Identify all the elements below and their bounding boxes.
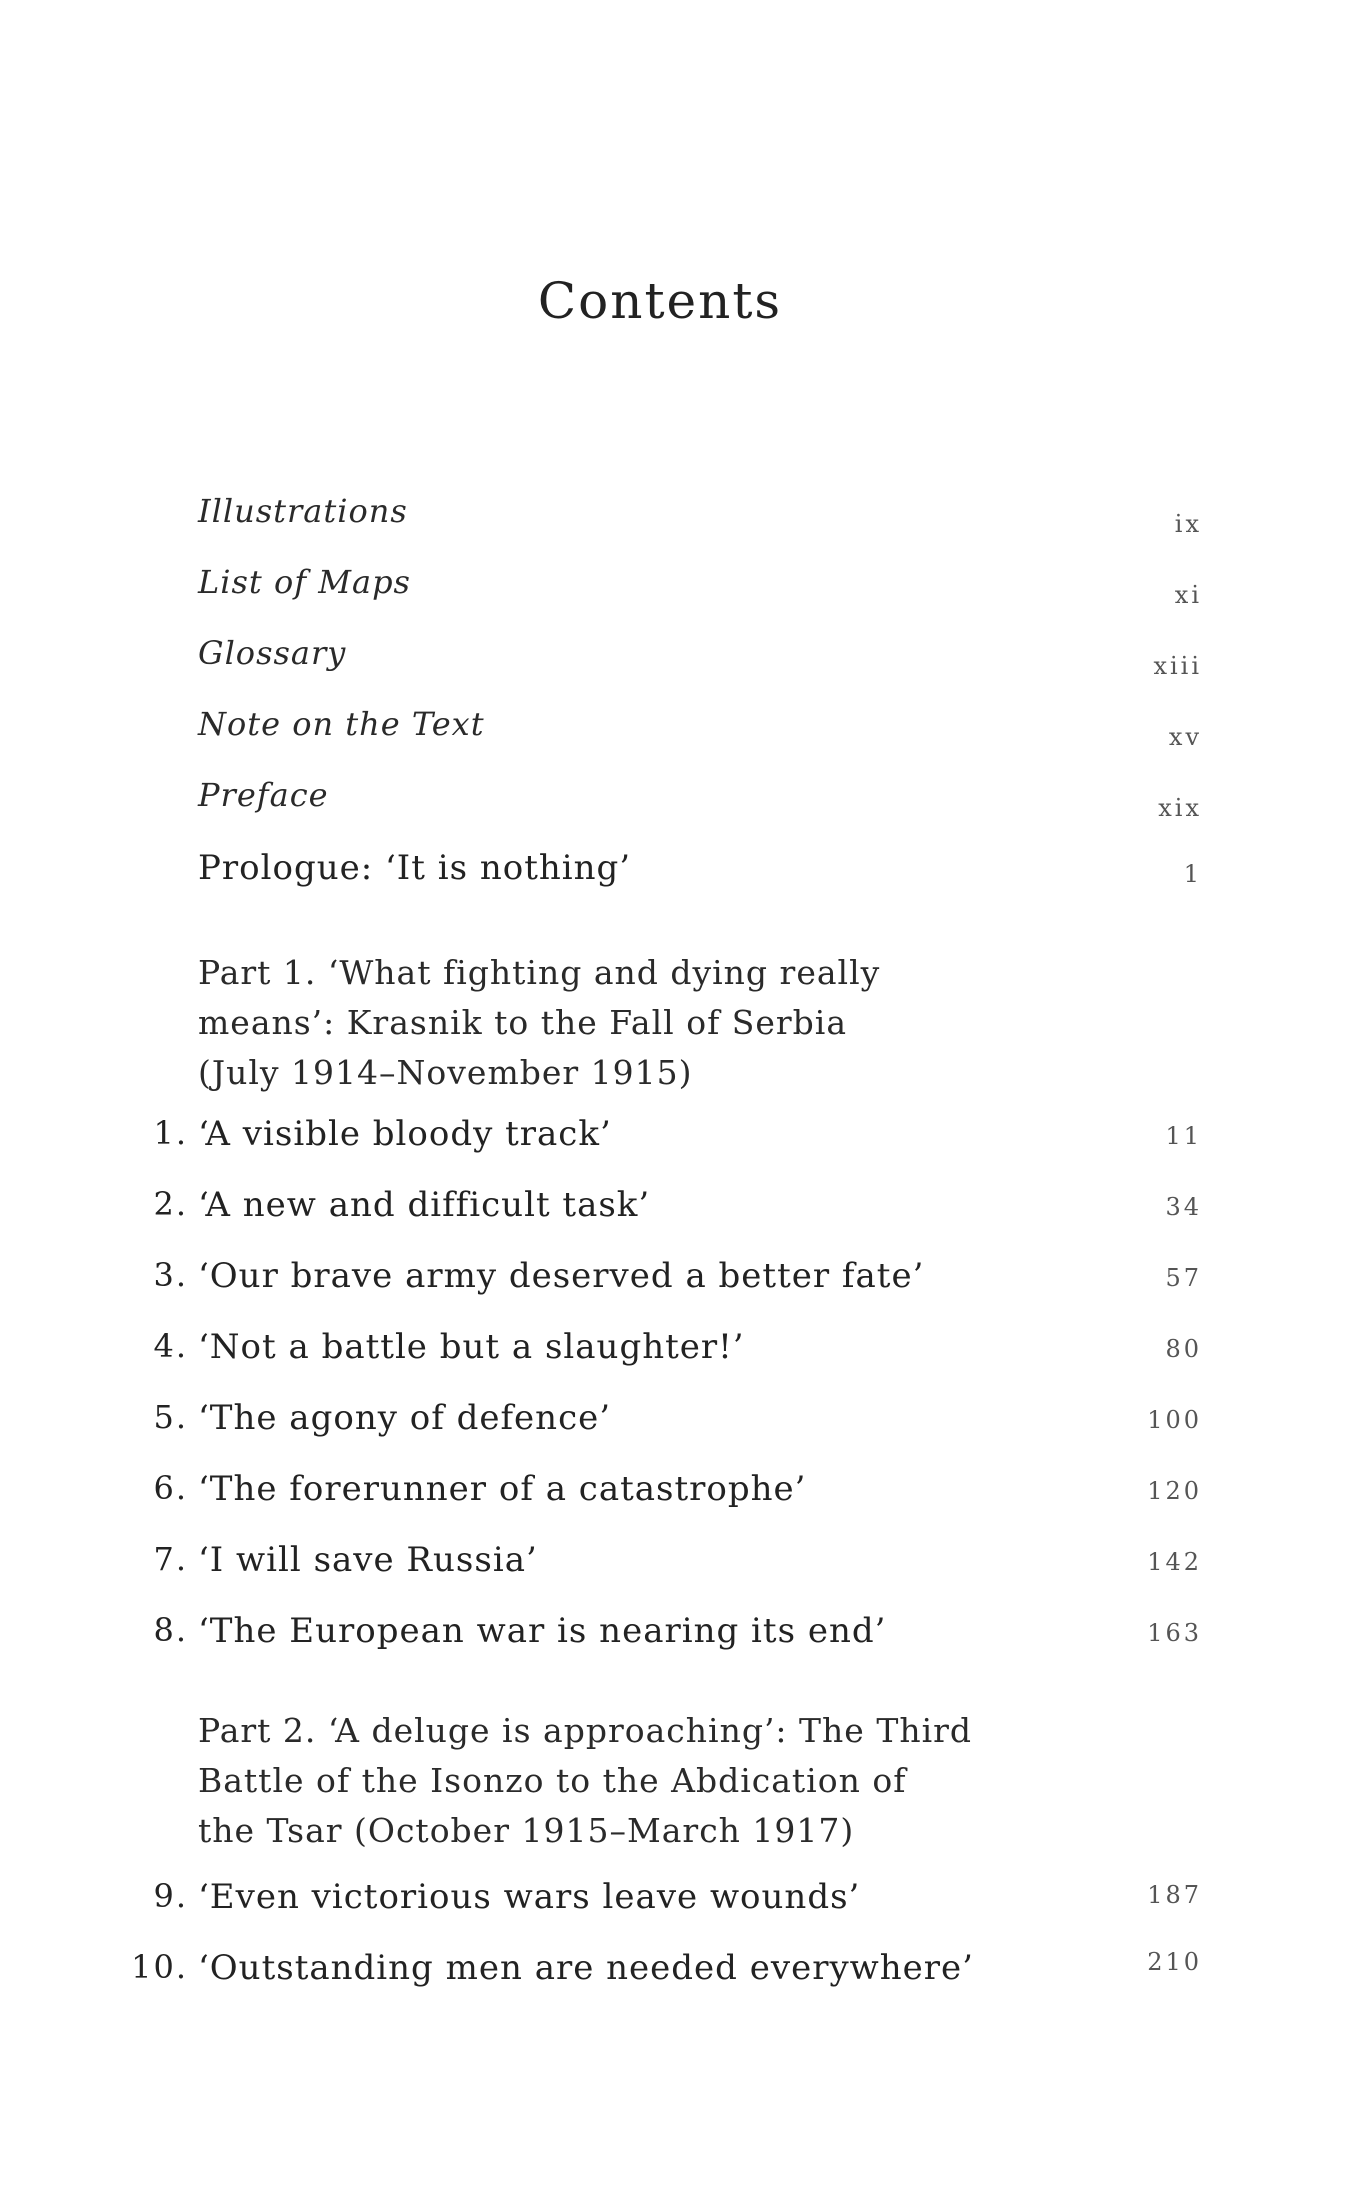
toc-chapter[interactable] [0,1540,1372,1600]
chapter-title: ‘Even victorious wars leave wounds’ [198,1877,861,1917]
toc-entry-label: Glossary [198,634,347,672]
chapter-number: 5. [153,1398,188,1436]
chapter-number: 1. [153,1114,188,1152]
chapter-number: 4. [153,1327,188,1365]
chapter-page: 57 [1165,1264,1202,1292]
toc-entry-list-of-maps[interactable] [0,563,1372,623]
toc-entry-illustrations[interactable] [0,492,1372,552]
toc-entry-page: ix [1174,510,1202,538]
chapter-title: ‘A visible bloody track’ [198,1114,612,1154]
chapter-page: 187 [1147,1881,1202,1909]
toc-entry-glossary[interactable] [0,634,1372,694]
toc-chapter[interactable] [0,1611,1372,1671]
toc-entry-prologue[interactable] [0,848,1372,908]
part-heading-line: the Tsar (October 1915–March 1917) [198,1811,855,1850]
toc-chapter[interactable] [0,1398,1372,1458]
toc-chapter[interactable] [0,1877,1372,1937]
toc-entry-page: xi [1174,581,1202,609]
chapter-title: ‘Not a battle but a slaughter!’ [198,1327,745,1367]
chapter-page: 80 [1165,1335,1202,1363]
toc-chapter[interactable] [0,1256,1372,1316]
part-heading-2 [198,1706,973,1856]
toc-entry-page: xv [1168,723,1202,751]
chapter-title: ‘The European war is nearing its end’ [198,1611,887,1651]
toc-entry-page: 1 [1183,860,1202,888]
chapter-number: 10. [131,1948,188,1986]
chapter-title: ‘I will save Russia’ [198,1540,538,1580]
part-heading-1 [198,948,918,1098]
toc-entry-label: List of Maps [198,563,411,601]
chapter-title: ‘The forerunner of a catastrophe’ [198,1469,807,1509]
toc-chapter[interactable] [0,1327,1372,1387]
chapter-page: 100 [1147,1406,1202,1434]
chapter-page: 163 [1147,1619,1202,1647]
toc-chapter[interactable] [0,1185,1372,1245]
toc-entry-label: Note on the Text [198,705,485,743]
toc-entry-preface[interactable] [0,776,1372,836]
chapter-title: ‘The agony of defence’ [198,1398,612,1438]
part-heading-line: Battle of the Isonzo to the Abdication of [198,1761,907,1800]
toc-entry-label: Preface [198,776,329,814]
chapter-number: 2. [153,1185,188,1223]
chapter-page: 34 [1165,1193,1202,1221]
toc-chapter[interactable] [0,1948,1372,2008]
toc-chapter[interactable] [0,1469,1372,1529]
toc-entry-label: Illustrations [198,492,408,530]
part-heading-line: Part 2. ‘A deluge is approaching’: The Third [198,1711,973,1750]
chapter-title: ‘A new and difficult task’ [198,1185,651,1225]
chapter-page: 120 [1147,1477,1202,1505]
part-heading-line: Part 1. ‘What fighting and dying really [198,953,881,992]
chapter-number: 6. [153,1469,188,1507]
toc-entry-page: xix [1158,794,1202,822]
chapter-page: 142 [1147,1548,1202,1576]
toc-entry-label: Prologue: ‘It is nothing’ [198,848,632,888]
toc-entry-note-on-the-text[interactable] [0,705,1372,765]
part-heading-line: (July 1914–November 1915) [198,1053,693,1092]
toc-chapter[interactable] [0,1114,1372,1174]
chapter-number: 8. [153,1611,188,1649]
part-heading-line: means’: Krasnik to the Fall of Serbia [198,1003,848,1042]
toc-entry-page: xiii [1153,652,1202,680]
chapter-page: 11 [1165,1122,1202,1150]
chapter-number: 7. [153,1540,188,1578]
chapter-title: ‘Our brave army deserved a better fate’ [198,1256,925,1296]
chapter-number: 3. [153,1256,188,1294]
chapter-title: ‘Outstanding men are needed everywhere’ [198,1948,974,1988]
page-title: Contents [537,272,783,330]
chapter-page: 210 [1147,1948,1202,1976]
chapter-number: 9. [153,1877,188,1915]
